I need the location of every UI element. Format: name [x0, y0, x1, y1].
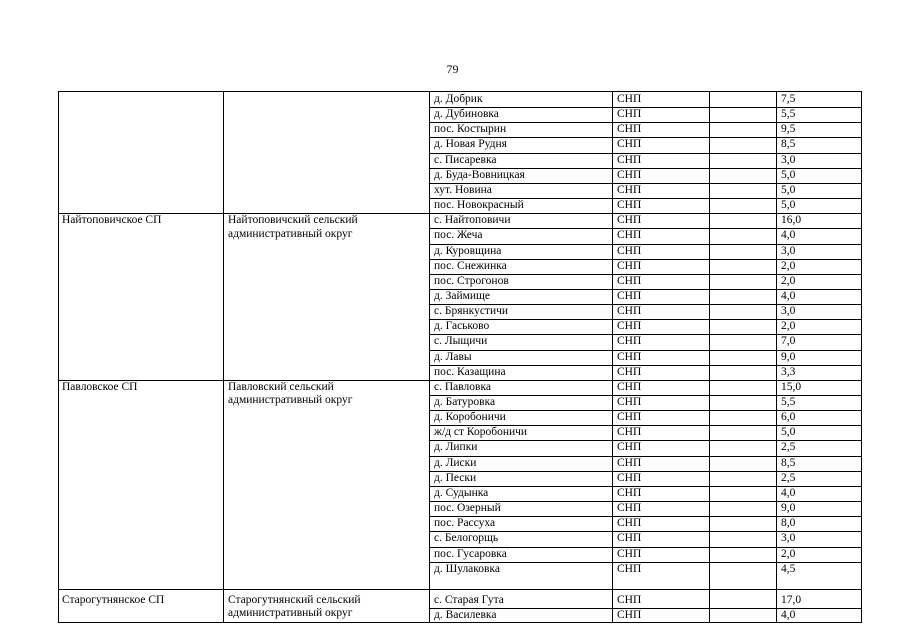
type-cell: СНП: [617, 108, 642, 121]
value-cell: 2,0: [781, 547, 796, 560]
settlement-cell: пос. Новокрасный: [434, 199, 524, 212]
settlement-cell: пос. Казащина: [434, 365, 506, 378]
type-cell: СНП: [617, 562, 642, 575]
district-cell: Найтоповичский сельский административный округ: [228, 214, 358, 240]
municipality-cell: Найтоповичское СП: [62, 214, 162, 227]
settlement-cell: д. Батуровка: [434, 396, 496, 408]
row-divider: [429, 486, 861, 487]
district-cell: Старогутнянский сельский административный округ: [228, 593, 361, 619]
type-cell: СНП: [617, 168, 642, 181]
district-cell: Павловский сельский административный округ: [228, 380, 353, 407]
settlement-cell: пос. Гусаровка: [434, 547, 507, 560]
value-cell: 8,5: [781, 456, 796, 469]
settlement-cell: пос. Строгонов: [434, 274, 509, 287]
type-cell: СНП: [617, 608, 642, 621]
column-divider: [223, 92, 224, 622]
type-cell: СНП: [617, 305, 642, 318]
value-cell: 17,0: [781, 593, 802, 606]
settlement-cell: с. Лыщичи: [434, 335, 488, 348]
settlement-cell: с. Павловка: [434, 380, 491, 393]
settlement-cell: хут. Новина: [434, 183, 492, 196]
value-cell: 4,0: [781, 608, 796, 621]
type-cell: СНП: [617, 593, 642, 606]
settlement-cell: с. Белогорщь: [434, 532, 499, 545]
type-cell: СНП: [617, 547, 642, 560]
settlement-cell: д. Липки: [434, 441, 478, 454]
type-cell: СНП: [617, 274, 642, 287]
value-cell: 5,0: [781, 183, 796, 196]
type-cell: СНП: [617, 486, 642, 499]
type-cell: СНП: [617, 532, 642, 545]
settlement-cell: д. Коробоничи: [434, 411, 506, 424]
value-cell: 2,0: [781, 259, 796, 272]
settlement-cell: д. Лавы: [434, 350, 472, 363]
type-cell: СНП: [617, 411, 642, 424]
settlement-cell: д. Дубиновка: [434, 108, 499, 121]
value-cell: 8,0: [781, 517, 796, 530]
settlement-cell: с. Брянкустичи: [434, 305, 509, 318]
value-cell: 3,0: [781, 532, 796, 545]
value-cell: 9,0: [781, 502, 796, 515]
column-divider: [612, 92, 613, 622]
settlement-cell: пос. Костырин: [434, 123, 507, 136]
row-divider: [429, 440, 861, 441]
type-cell: СНП: [617, 441, 642, 454]
row-divider: [429, 183, 861, 184]
value-cell: 5,0: [781, 426, 796, 439]
type-cell: СНП: [617, 350, 642, 363]
value-cell: 5,5: [781, 108, 796, 121]
value-cell: 5,0: [781, 199, 796, 212]
value-cell: 3,0: [781, 305, 796, 318]
settlement-cell: пос. Озерный: [434, 502, 501, 515]
value-cell: 4,0: [781, 229, 796, 242]
type-cell: СНП: [617, 396, 642, 408]
row-divider: [429, 319, 861, 320]
settlement-cell: пос. Рассуха: [434, 517, 496, 530]
value-cell: 4,0: [781, 289, 796, 302]
settlement-cell: д. Добрик: [434, 93, 483, 105]
row-divider: [429, 350, 861, 351]
settlement-cell: д. Займище: [434, 289, 491, 302]
settlements-table: [58, 91, 862, 623]
settlement-cell: с. Писаревка: [434, 153, 497, 166]
settlement-cell: пос. Снежинка: [434, 259, 507, 272]
type-cell: СНП: [617, 259, 642, 272]
type-cell: СНП: [617, 426, 642, 439]
type-cell: СНП: [617, 471, 642, 484]
column-divider: [429, 92, 430, 622]
value-cell: 2,5: [781, 441, 796, 454]
value-cell: 4,5: [781, 562, 796, 575]
row-divider: [429, 471, 861, 472]
value-cell: 2,5: [781, 471, 796, 484]
type-cell: СНП: [617, 380, 642, 393]
value-cell: 5,0: [781, 168, 796, 181]
value-cell: 16,0: [781, 214, 802, 227]
row-divider: [429, 289, 861, 290]
type-cell: СНП: [617, 365, 642, 378]
value-cell: 7,0: [781, 335, 796, 348]
type-cell: СНП: [617, 153, 642, 166]
value-cell: 6,0: [781, 411, 796, 424]
type-cell: СНП: [617, 229, 642, 242]
row-divider: [429, 456, 861, 457]
type-cell: СНП: [617, 456, 642, 469]
page-number: 79: [446, 62, 459, 76]
value-cell: 4,0: [781, 486, 796, 499]
value-cell: 2,0: [781, 274, 796, 287]
settlement-cell: с. Найтоповичи: [434, 214, 511, 227]
settlement-cell: с. Старая Гута: [434, 593, 504, 606]
value-cell: 9,5: [781, 123, 796, 136]
type-cell: СНП: [617, 93, 642, 105]
municipality-cell: Павловское СП: [62, 380, 138, 393]
row-divider: [429, 228, 861, 229]
row-divider: [429, 334, 861, 335]
column-divider: [709, 92, 710, 622]
type-cell: СНП: [617, 214, 642, 227]
type-cell: СНП: [617, 199, 642, 212]
value-cell: 3,0: [781, 244, 796, 257]
value-cell: 5,5: [781, 396, 796, 408]
settlement-cell: д. Судынка: [434, 486, 489, 499]
type-cell: СНП: [617, 289, 642, 302]
settlement-cell: д. Куровщина: [434, 244, 502, 257]
value-cell: 7,5: [781, 93, 796, 105]
settlement-cell: д. Гаськово: [434, 320, 490, 333]
settlement-cell: д. Пески: [434, 471, 477, 484]
type-cell: СНП: [617, 335, 642, 348]
type-cell: СНП: [617, 517, 642, 530]
value-cell: 2,0: [781, 320, 796, 333]
value-cell: 3,0: [781, 153, 796, 166]
type-cell: СНП: [617, 320, 642, 333]
value-cell: 15,0: [781, 380, 802, 393]
settlement-cell: д. Буда-Вовницкая: [434, 168, 525, 181]
type-cell: СНП: [617, 138, 642, 151]
value-cell: 9,0: [781, 350, 796, 363]
type-cell: СНП: [617, 502, 642, 515]
column-divider: [776, 92, 777, 622]
row-divider: [59, 589, 861, 590]
settlement-cell: д. Лиски: [434, 456, 477, 469]
type-cell: СНП: [617, 183, 642, 196]
settlement-cell: д. Шулаковка: [434, 562, 500, 575]
settlement-cell: ж/д ст Коробоничи: [434, 426, 528, 439]
municipality-cell: Старогутнянское СП: [62, 593, 165, 606]
settlement-cell: д. Новая Рудня: [434, 138, 507, 151]
type-cell: СНП: [617, 123, 642, 136]
settlement-cell: пос. Жеча: [434, 229, 483, 242]
settlement-cell: д. Василевка: [434, 608, 497, 621]
value-cell: 3,3: [781, 365, 796, 378]
type-cell: СНП: [617, 244, 642, 257]
value-cell: 8,5: [781, 138, 796, 151]
